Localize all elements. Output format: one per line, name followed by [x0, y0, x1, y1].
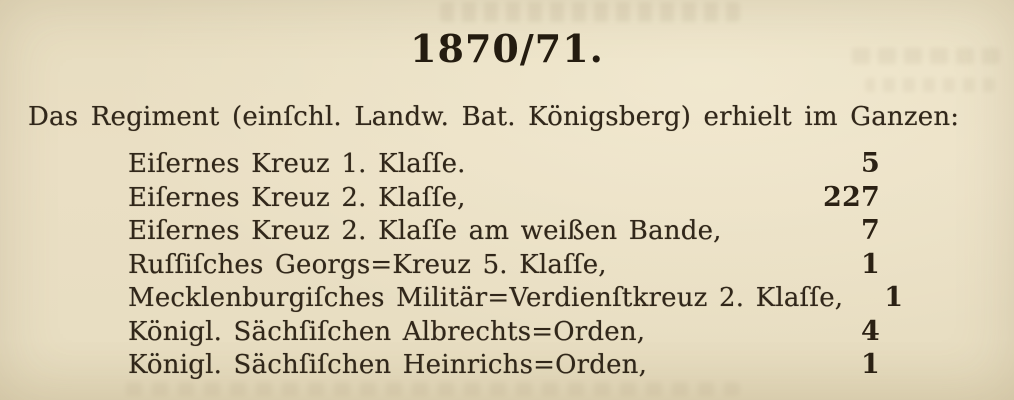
award-row [128, 282, 904, 316]
award-label: Königl. Sächſiſchen Heinrichs=Orden, [128, 350, 648, 380]
award-row [128, 182, 880, 216]
award-count: 1 [861, 349, 880, 380]
year-heading: 1870/71. [410, 26, 604, 71]
award-label: Eiſernes Kreuz 2. Klaſſe, [128, 182, 466, 213]
award-row [128, 316, 880, 350]
awards-list [128, 148, 904, 383]
award-count: 4 [861, 315, 880, 347]
bleedthrough-text [865, 78, 995, 92]
award-label: Eiſernes Kreuz 2. Klaſſe am weißen Bande, [128, 216, 722, 246]
intro-sentence: Das Regiment (einſchl. Landw. Bat. Königsberg) erhielt im Ganzen: [28, 102, 960, 132]
award-count: 1 [884, 282, 904, 313]
award-count: 7 [861, 215, 880, 246]
award-row [128, 148, 880, 182]
award-row [128, 349, 880, 383]
award-row [128, 215, 880, 249]
award-label: Königl. Sächſiſchen Albrechts=Orden, [128, 316, 646, 347]
bleedthrough-text [440, 2, 740, 22]
bleedthrough-text [120, 382, 740, 396]
award-count: 1 [861, 248, 880, 280]
award-row [128, 249, 880, 283]
award-label: Eiſernes Kreuz 1. Klaſſe. [128, 149, 466, 179]
award-count: 227 [823, 181, 880, 213]
award-label: Ruſſiſches Georgs=Kreuz 5. Klaſſe, [128, 249, 607, 280]
award-label: Mecklenburgiſches Militär=Verdienſtkreuz 2. Klaſſe, [128, 283, 844, 313]
award-count: 5 [861, 148, 880, 179]
